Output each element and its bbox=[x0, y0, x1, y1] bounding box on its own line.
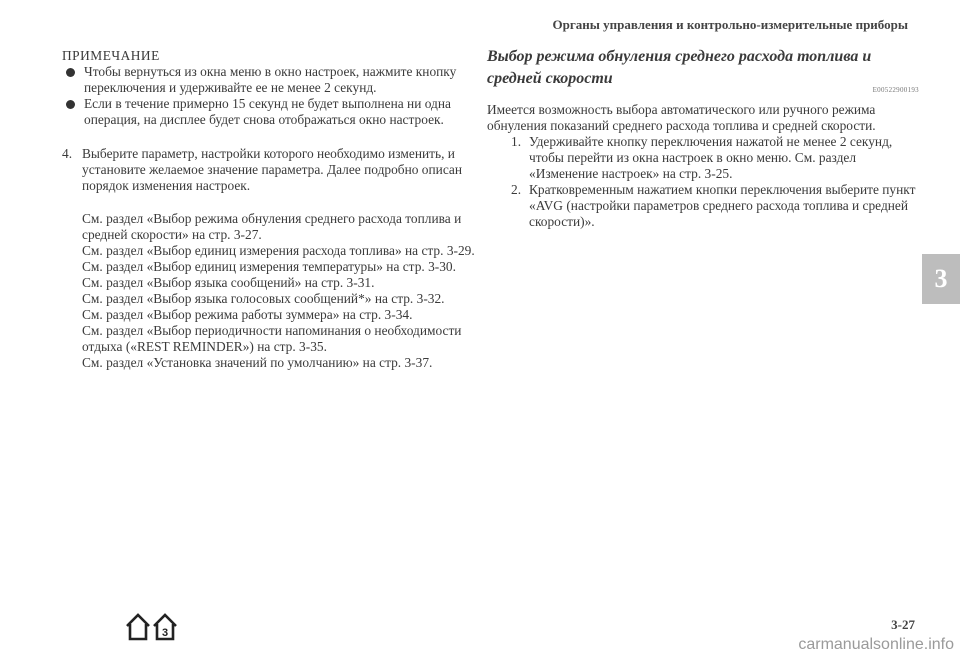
step-number: 1. bbox=[511, 134, 522, 149]
right-column bbox=[487, 46, 919, 230]
reference-item: См. раздел «Установка значений по умолчанию» на стр. 3-37. bbox=[82, 355, 433, 370]
watermark: carmanualsonline.info bbox=[798, 636, 954, 653]
reference-item: См. раздел «Выбор режима работы зуммера» на стр. 3-34. bbox=[82, 307, 413, 322]
note-bullet bbox=[62, 96, 482, 128]
left-column bbox=[62, 48, 482, 371]
home-3-icon[interactable] bbox=[154, 615, 176, 639]
reference-item: См. раздел «Выбор языка сообщений» на стр. 3-31. bbox=[82, 275, 375, 290]
section-intro: Имеется возможность выбора автоматического или ручного режима обнуления показаний среднего расхода топлива и средней скорости. bbox=[487, 102, 876, 133]
home-icon[interactable] bbox=[127, 615, 149, 639]
note-bullet-text: Если в течение примерно 15 секунд не будет выполнена ни одна операция, на дисплее будет снова отображаться окно настроек. bbox=[84, 96, 451, 127]
navigation-icons bbox=[124, 611, 180, 648]
section-title: Выбор режима обнуления среднего расхода топлива и средней скорости bbox=[487, 48, 872, 87]
reference-item: См. раздел «Выбор единиц измерения температуры» на стр. 3-30. bbox=[82, 259, 456, 274]
step-text: Выберите параметр, настройки которого необходимо изменить, и установите желаемое значение параметра. Далее подробно описан порядок изменения настроек. bbox=[82, 146, 463, 193]
reference-item: См. раздел «Выбор единиц измерения расхода топлива» на стр. 3-29. bbox=[82, 243, 475, 258]
step-1 bbox=[487, 134, 919, 182]
bullet-dot-icon bbox=[66, 68, 75, 77]
page-header: Органы управления и контрольно-измерительные приборы bbox=[552, 17, 908, 32]
bullet-dot-icon bbox=[66, 100, 75, 109]
home-3-icon-label: 3 bbox=[161, 627, 169, 639]
step-number: 4. bbox=[62, 146, 73, 161]
note-title: ПРИМЕЧАНИЕ bbox=[62, 48, 160, 63]
step-number: 2. bbox=[511, 182, 522, 197]
section-code: E00522900193 bbox=[872, 86, 919, 94]
page-number: 3-27 bbox=[891, 617, 915, 632]
chapter-tab[interactable]: 3 bbox=[922, 254, 960, 304]
step-text: Удерживайте кнопку переключения нажатой не менее 2 секунд, чтобы перейти из окна настроек в окно меню. См. раздел «Изменение настроек» на стр. 3-25. bbox=[529, 134, 893, 181]
note-bullet-text: Чтобы вернуться из окна меню в окно настроек, нажмите кнопку переключения и удерживайте ее не менее 2 секунд. bbox=[84, 64, 457, 95]
reference-list bbox=[62, 211, 482, 371]
step-2 bbox=[487, 182, 919, 230]
step-text: Кратковременным нажатием кнопки переключения выберите пункт «AVG (настройки параметров среднего расхода топлива и средней скорости)». bbox=[529, 182, 916, 229]
reference-item: См. раздел «Выбор периодичности напоминания о необходимости отдыха («REST REMINDER») на стр. 3-35. bbox=[82, 323, 462, 354]
step-4 bbox=[62, 146, 482, 194]
note-bullet bbox=[62, 64, 482, 96]
reference-item: См. раздел «Выбор языка голосовых сообщений*» на стр. 3-32. bbox=[82, 291, 445, 306]
reference-item: См. раздел «Выбор режима обнуления среднего расхода топлива и средней скорости» на стр. 3-27. bbox=[82, 211, 462, 242]
